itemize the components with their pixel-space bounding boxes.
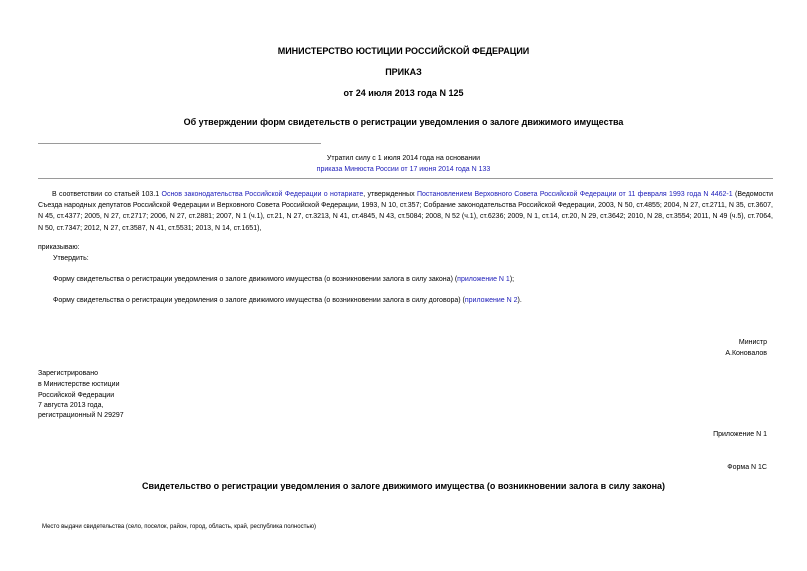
link-appendix-1[interactable]: приложение N 1 — [457, 276, 510, 283]
list-item — [53, 295, 522, 306]
form-label: Форма N 1С — [727, 464, 767, 471]
signature-name: А.Коновалов — [725, 350, 767, 357]
list-item — [53, 274, 514, 285]
doc-subject: Об утверждении форм свидетельств о регистрации уведомления о залоге движимого имущества — [183, 117, 624, 127]
item-1-tail: ); — [509, 276, 515, 283]
separator-short — [38, 143, 321, 144]
item-2-tail: ). — [517, 297, 522, 304]
status-note-text: Утратил силу с 1 июля 2014 года на основании — [326, 155, 481, 162]
registration-line-3: Российской Федерации — [38, 392, 115, 399]
link-appendix-2[interactable]: приложение N 2 — [464, 297, 518, 304]
place-caption: Место выдачи свидетельства (село, поселок, район, город, область, край, республика полностью) — [42, 524, 316, 530]
registration-line-2: в Министерстве юстиции — [38, 381, 120, 388]
item-2-text: Форму свидетельства о регистрации уведомления о залоге движимого имущества (о возникновении залога в силу договора) ( — [53, 297, 465, 304]
preamble-part1: В соответствии со статьей 103.1 — [52, 191, 162, 198]
order-word: приказываю: — [38, 244, 80, 251]
preamble-paragraph — [38, 189, 773, 234]
preamble-part3: (Ведомости Съезда народных депутатов Российской Федерации и Верховного Совета Российской Федерации, 1993, N 10, ст.357; Собрание законодательства Российской Федерации, 2003, N 50, ст.4855; 2004, N 27, ст.2711, N 35, ст.3607, N 45, ст.4377; 2005, N 27, ст.2717; 2006, N 27, ст.2881; 2007, N 1 (ч.1), ст.21, N 27, ст.3213, N 41, ст.4845, N 43, ст.5084; 2008, N 52 (ч.1), ст.6236; 2009, N 1, ст.14, ст.20, N 29, ст.3642; 2010, N 28, ст.3554; 2011, N 49 (ч.5), ст.7064, N 50, ст.7347; 2012, N 27, ст.3587, N 41, ст.5531; 2013, N 14, ст.1651), — [38, 191, 774, 232]
approve-word: Утвердить: — [53, 255, 89, 262]
link-supreme-council-resolution[interactable]: Постановлением Верховного Совета Российской Федерации от 11 февраля 1993 года N 4462-1 — [416, 191, 733, 198]
ministry-title: МИНИСТЕРСТВО ЮСТИЦИИ РОССИЙСКОЙ ФЕДЕРАЦИИ — [277, 46, 530, 56]
status-note-link[interactable]: приказа Минюста России от 17 июня 2014 года N 133 — [316, 166, 491, 173]
item-1-text: Форму свидетельства о регистрации уведомления о залоге движимого имущества (о возникновении залога в силу закона) ( — [53, 276, 458, 283]
doc-date-number: от 24 июля 2013 года N 125 — [343, 88, 464, 98]
registration-line-4: 7 августа 2013 года, — [38, 402, 104, 409]
link-notary-law[interactable]: Основ законодательства Российской Федерации о нотариате — [161, 191, 364, 198]
separator-long — [38, 178, 773, 179]
certificate-title: Свидетельство о регистрации уведомления о залоге движимого имущества (о возникновении залога в силу закона) — [141, 481, 666, 491]
signature-title: Министр — [738, 339, 767, 346]
appendix-label: Приложение N 1 — [713, 431, 767, 438]
preamble-part2: , утвержденных — [363, 191, 417, 198]
registration-line-1: Зарегистрировано — [38, 370, 98, 377]
registration-line-5: регистрационный N 29297 — [38, 412, 124, 419]
doc-type: ПРИКАЗ — [385, 67, 422, 77]
